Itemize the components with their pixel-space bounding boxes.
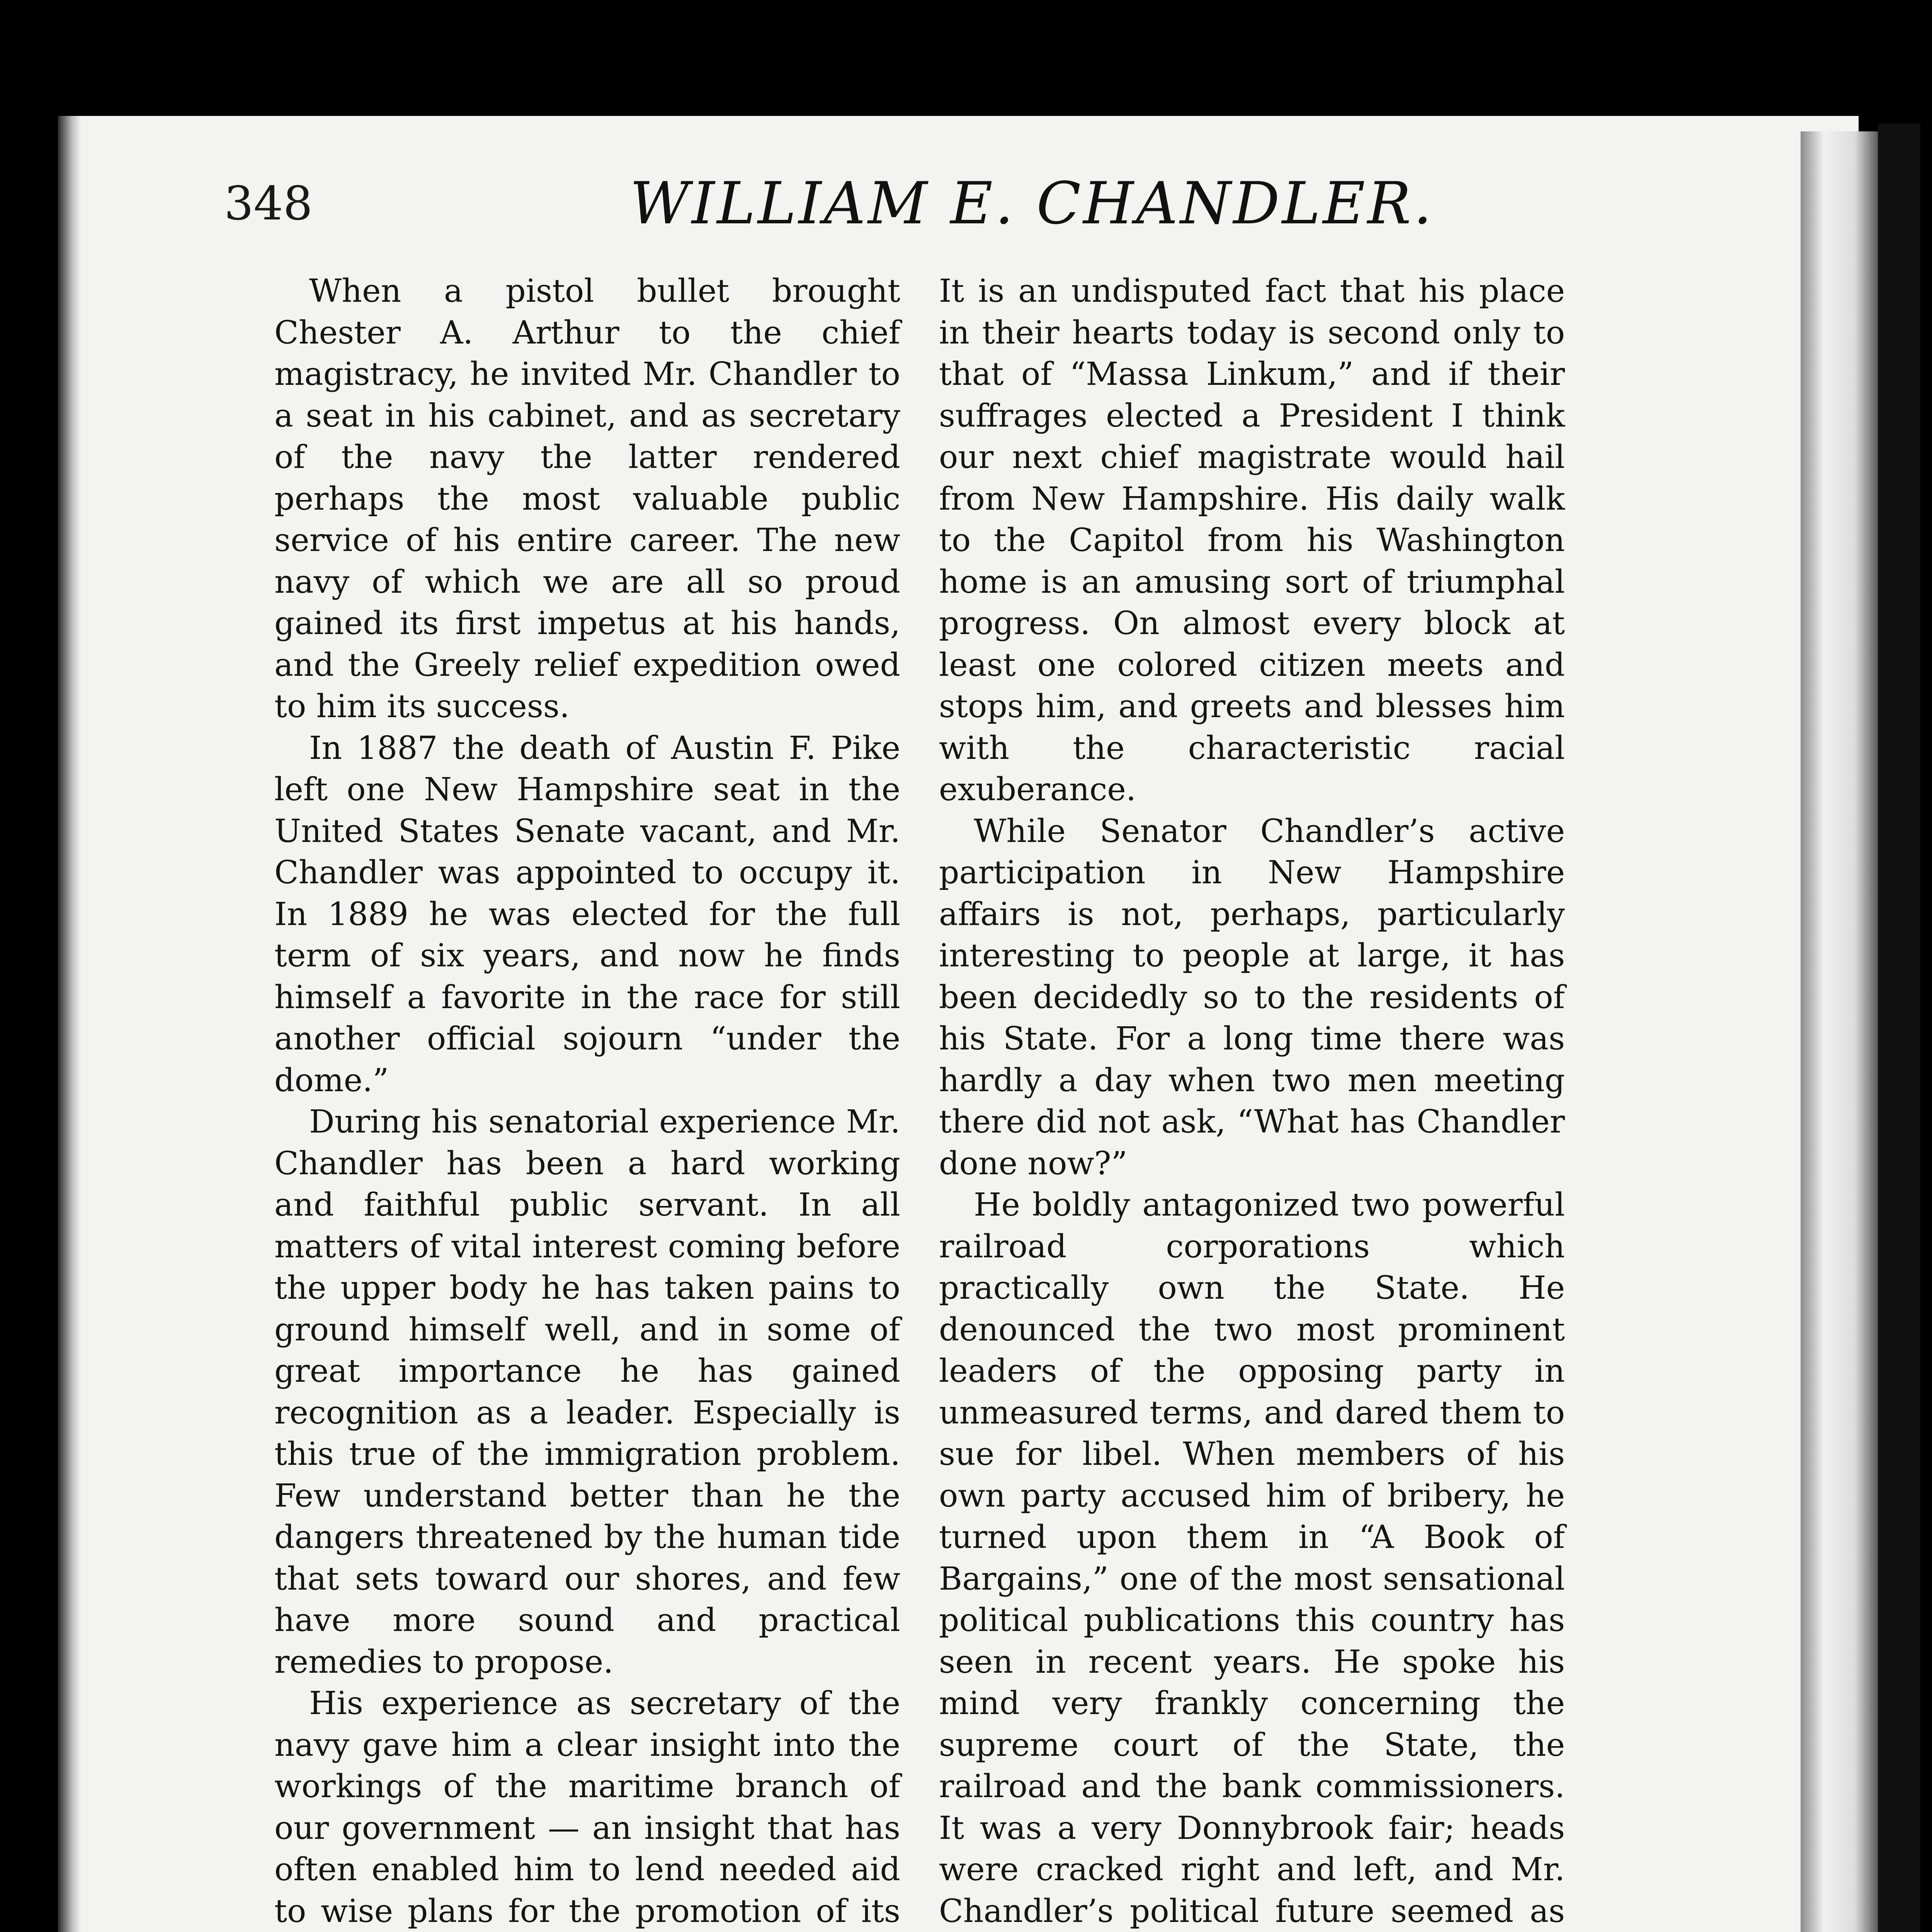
running-head: WILLIAM E. CHANDLER. [630, 170, 1434, 237]
paragraph: He boldly antagonized two powerful railroad corporations which practically own the State. He denounced the two most prominent leaders of the opposing party in unmeasured terms, and dared them to sue for libel. When members of his own party accused him of bribery, he turned upon them in “A Book of Bargains,” one of the most sensational political publications this country has seen in recent years. He spoke his mind very frankly concerning the supreme court of the State, the railroad and the bank commissioners. It was a very Donnybrook fair; heads were cracked right and left, and Mr. Chandler’s political future seemed as [939, 1187, 1565, 1930]
paragraph: During his senatorial experience Mr. Chandler has been a hard working and faithful public servant. In all matters of vital interest coming before the upper body he has taken pains to ground himself well, and in some of great importance he has gained recognition as a leader. Especially is this true of the immigration problem. Few understand better than he the dangers threatened by the human tide that sets toward our shores, and few have more sound and practical remedies to propose. [274, 1104, 900, 1680]
left-column [274, 270, 900, 1932]
page-gutter-shadow [58, 116, 81, 1932]
paragraph: His experience as secretary of the navy gave him a clear insight into the workings of the maritime branch of our government — an insight that has often enabled him to lend needed aid to wise plans for the promotion of its [274, 1685, 900, 1930]
continued-paragraph: It is an undisputed fact that his place in their hearts today is second only to that of “Massa Linkum,” and if their suffrages elected a President I think our next chief magistrate would hail from New Hampshire. His daily walk to the Capitol from his Washington home is an amusing sort of triumphal progress. On almost every block at least one colored citizen meets and stops him, and greets and blesses him with the characteristic racial exuberance. [939, 273, 1565, 808]
book-binding-shadow [1878, 124, 1920, 1932]
paragraph: While Senator Chandler’s active participation in New Hampshire affairs is not, perhaps, particularly interesting to people at large, it has been decidedly so to the residents of his State. For a long time there was hardly a day when two men meeting there did not ask, “What has Chandler done now?” [939, 813, 1565, 1182]
right-column [939, 270, 1565, 1932]
book-binding-edge [1801, 131, 1878, 1932]
page-number: 348 [224, 177, 313, 231]
paragraph: When a pistol bullet brought Chester A. Arthur to the chief magistracy, he invited Mr. Chandler to a seat in his cabinet, and as secretary of the navy the latter rendered perhaps the most valuable public service of his entire career. The new navy of which we are all so proud gained its first impetus at his hands, and the Greely relief expedition owed to him its success. [274, 273, 900, 725]
page-header [224, 170, 1731, 247]
paragraph: In 1887 the death of Austin F. Pike left one New Hampshire seat in the United States Senate vacant, and Mr. Chandler was appointed to occupy it. In 1889 he was elected for the full term of six years, and now he finds himself a favorite in the race for still another official sojourn “under the dome.” [274, 730, 900, 1099]
